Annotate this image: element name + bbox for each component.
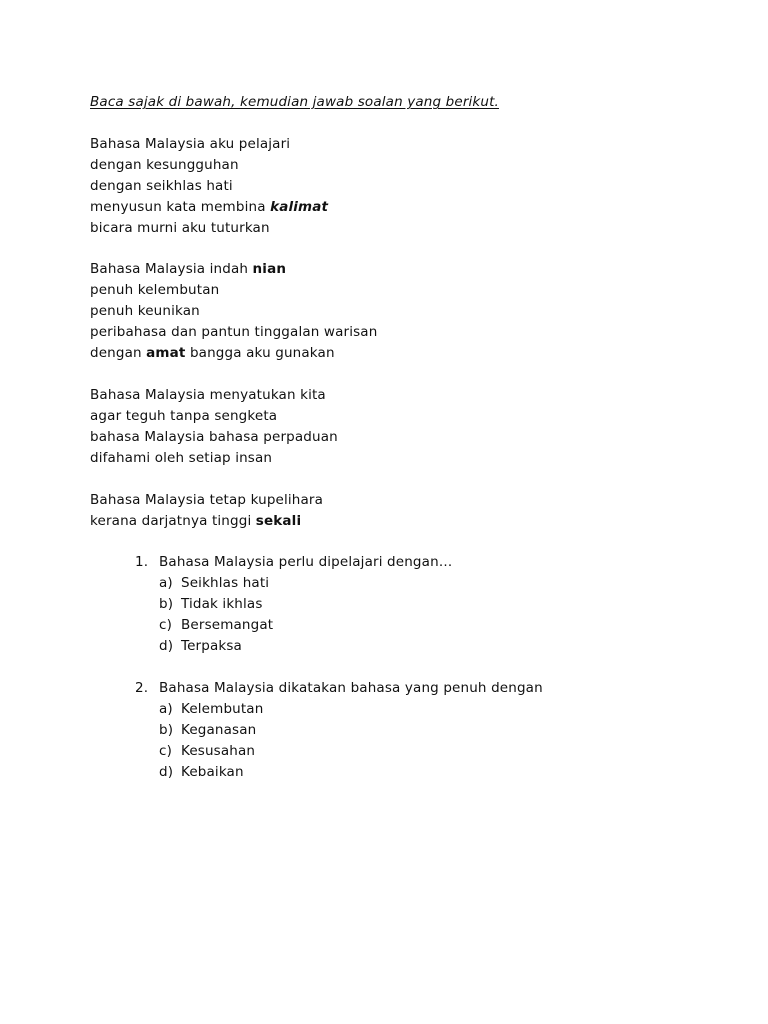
poem-line: dengan seikhlas hati — [90, 177, 233, 194]
poem-line: dengan kesungguhan — [90, 156, 239, 173]
emphasized-word: kalimat — [270, 198, 329, 215]
option-letter: a) — [159, 700, 173, 717]
option-letter: b) — [159, 596, 174, 613]
poem-line: penuh keunikan — [90, 303, 200, 320]
poem-line: agar teguh tanpa sengketa — [90, 407, 278, 424]
answer-option-d — [159, 762, 710, 783]
emphasized-word: amat — [146, 345, 186, 362]
option-letter: d) — [159, 763, 174, 780]
option-letter: c) — [159, 617, 172, 634]
question-1 — [135, 552, 710, 657]
poem-line — [90, 343, 710, 364]
poem-stanza-2 — [90, 259, 710, 364]
option-text: Kesusahan — [181, 742, 256, 759]
poem-line: bahasa Malaysia bahasa perpaduan — [90, 428, 338, 445]
poem-line: peribahasa dan pantun tinggalan warisan — [90, 324, 378, 341]
question-text: Bahasa Malaysia dikatakan bahasa yang penuh dengan — [159, 679, 543, 696]
question-list — [90, 552, 710, 782]
answer-option-a — [159, 573, 710, 594]
answer-options — [159, 699, 710, 783]
option-text: Seikhlas hati — [181, 575, 270, 592]
instruction-text: Baca sajak di bawah, kemudian jawab soalan yang berikut. — [90, 94, 499, 110]
poem-line — [90, 511, 710, 532]
poem-line: penuh kelembutan — [90, 282, 220, 299]
answer-option-b — [159, 594, 710, 615]
option-text: Kebaikan — [181, 763, 244, 780]
answer-option-c — [159, 615, 710, 636]
question-number: 1. — [135, 554, 149, 571]
poem-line — [90, 197, 710, 218]
answer-option-d — [159, 636, 710, 657]
emphasized-word: nian — [252, 261, 287, 278]
question-2 — [135, 678, 710, 783]
poem-stanza-3 — [90, 385, 710, 469]
poem-line-text: Bahasa Malaysia indah — [90, 261, 253, 278]
option-letter: a) — [159, 575, 173, 592]
poem-line: Bahasa Malaysia aku pelajari — [90, 135, 291, 152]
option-text: Terpaksa — [181, 638, 242, 655]
poem-line-text: menyusun kata membina — [90, 198, 271, 215]
poem-line: bicara murni aku tuturkan — [90, 219, 270, 236]
option-letter: d) — [159, 638, 174, 655]
option-text: Bersemangat — [181, 617, 274, 634]
emphasized-word: sekali — [255, 512, 302, 529]
poem-line — [90, 259, 710, 280]
answer-option-a — [159, 699, 710, 720]
worksheet — [90, 92, 710, 803]
poem-line: Bahasa Malaysia tetap kupelihara — [90, 491, 324, 508]
option-letter: b) — [159, 721, 174, 738]
poem-stanza-1 — [90, 134, 710, 239]
option-text: Kelembutan — [181, 700, 264, 717]
question-text: Bahasa Malaysia perlu dipelajari dengan… — [159, 554, 453, 571]
poem-line-text: bangga aku gunakan — [185, 345, 335, 362]
answer-option-b — [159, 720, 710, 741]
poem-line: difahami oleh setiap insan — [90, 449, 273, 466]
poem-stanza-4 — [90, 490, 710, 532]
answer-options — [159, 573, 710, 657]
option-text: Tidak ikhlas — [181, 596, 263, 613]
poem-line: Bahasa Malaysia menyatukan kita — [90, 386, 326, 403]
answer-option-c — [159, 741, 710, 762]
poem-line-text: dengan — [90, 345, 147, 362]
question-number: 2. — [135, 679, 149, 696]
poem-line-text: kerana darjatnya tinggi — [90, 512, 256, 529]
option-letter: c) — [159, 742, 172, 759]
option-text: Keganasan — [181, 721, 257, 738]
